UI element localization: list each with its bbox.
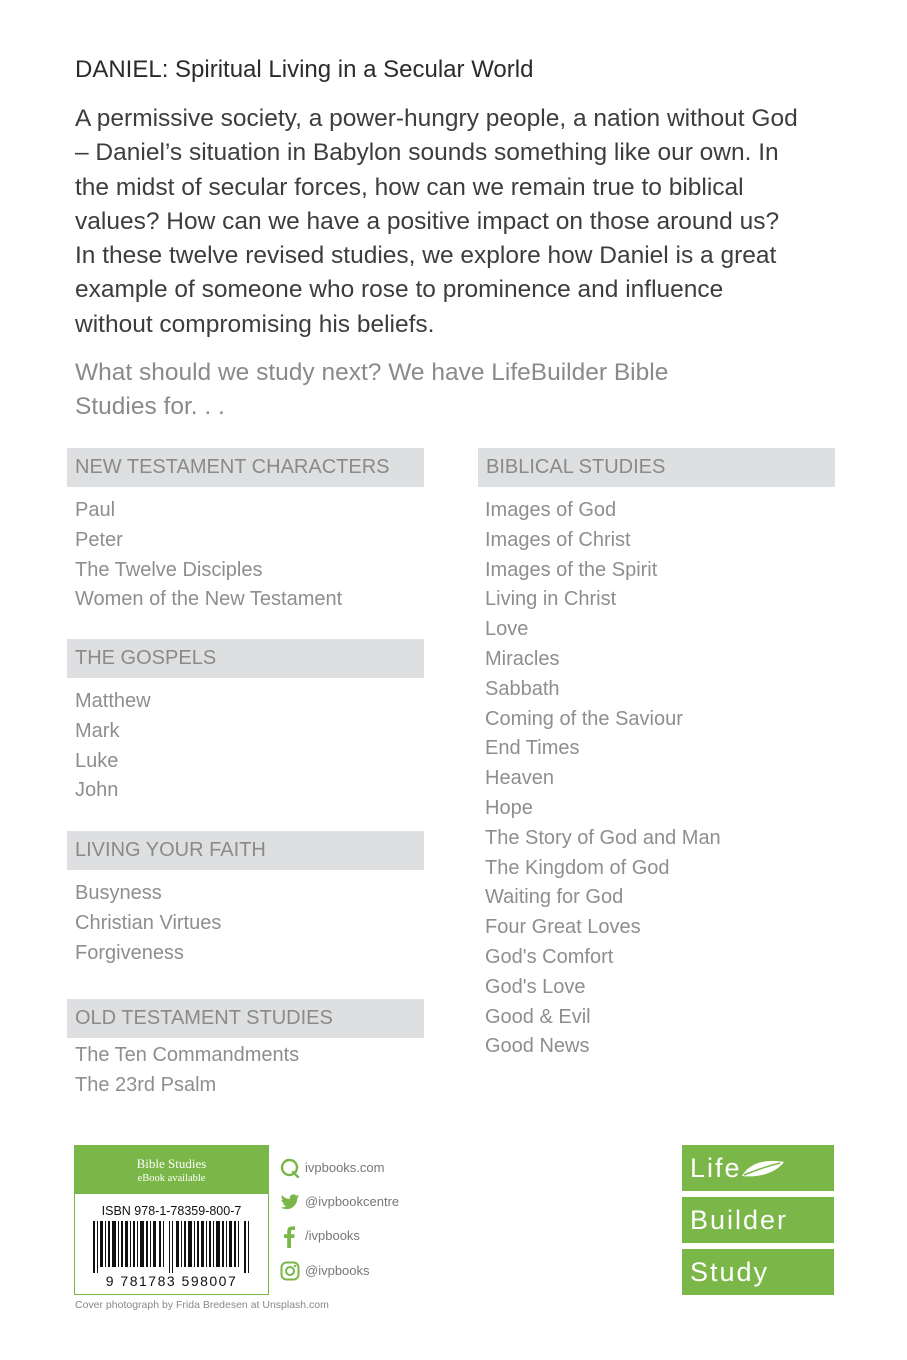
- series-intro: What should we study next? We have LifeBuilder Bible Studies for. . .: [75, 359, 669, 420]
- ivp-logo-icon: [280, 1158, 300, 1178]
- list-gospels: [75, 687, 151, 806]
- list-item: Women of the New Testament: [75, 588, 343, 611]
- list-item: Mark: [75, 719, 120, 742]
- list-item: Peter: [75, 528, 123, 551]
- list-old-testament: [75, 1041, 299, 1101]
- instagram-icon: [280, 1261, 300, 1281]
- photo-credit: Cover photograph by Frida Bredesen at Unsplash.com: [75, 1299, 329, 1311]
- list-item: The 23rd Psalm: [75, 1073, 217, 1096]
- list-item: God's Comfort: [485, 945, 614, 968]
- logo-life: [682, 1145, 834, 1191]
- logo-text-life: Life: [690, 1153, 742, 1183]
- facebook-text: /ivpbooks: [305, 1228, 360, 1243]
- section-header-gospels: THE GOSPELS: [67, 639, 424, 678]
- logo-text-builder: Builder: [690, 1205, 789, 1235]
- list-item: Love: [485, 618, 529, 641]
- list-item: Sabbath: [485, 677, 560, 700]
- logo-study: [682, 1249, 834, 1295]
- list-item: Hope: [485, 796, 533, 819]
- isbn-text: ISBN 978-1-78359-800-7: [101, 1204, 242, 1218]
- list-item: Heaven: [485, 767, 554, 790]
- facebook-icon: [280, 1226, 300, 1248]
- list-item: Paul: [75, 499, 116, 521]
- list-item: Images of God: [485, 499, 617, 521]
- leaf-icon: [740, 1159, 786, 1179]
- list-item: Living in Christ: [485, 588, 617, 611]
- twitter-icon: [280, 1192, 300, 1212]
- list-item: Matthew: [75, 690, 151, 712]
- list-item: Coming of the Saviour: [485, 707, 683, 730]
- section-header-old-testament: OLD TESTAMENT STUDIES: [67, 999, 424, 1038]
- list-item: John: [75, 779, 119, 802]
- list-item: Good News: [485, 1035, 590, 1058]
- page-title: DANIEL: Spiritual Living in a Secular World: [75, 56, 534, 83]
- logo-text-study: Study: [690, 1257, 770, 1287]
- list-living-faith: [75, 879, 221, 968]
- barcode-label-title: Bible Studies: [136, 1156, 207, 1171]
- list-item: Images of the Spirit: [485, 558, 658, 581]
- section-header-biblical-studies: BIBLICAL STUDIES: [478, 448, 835, 487]
- list-item: The Kingdom of God: [485, 856, 670, 879]
- logo-builder: [682, 1197, 834, 1243]
- list-item: The Story of God and Man: [485, 826, 721, 849]
- list-item: Four Great Loves: [485, 916, 641, 939]
- section-header-nt-characters: NEW TESTAMENT CHARACTERS: [67, 448, 424, 487]
- instagram-text: @ivpbooks: [305, 1263, 370, 1278]
- list-item: Christian Virtues: [75, 911, 222, 934]
- list-biblical-studies: [485, 496, 721, 1062]
- barcode-icon: [93, 1221, 251, 1273]
- website-text: ivpbooks.com: [305, 1160, 385, 1175]
- list-item: Busyness: [75, 882, 162, 904]
- list-item: Images of Christ: [485, 528, 631, 551]
- barcode-digits: 9 781783 598007: [105, 1273, 238, 1289]
- twitter-text: @ivpbookcentre: [305, 1194, 400, 1209]
- list-item: The Twelve Disciples: [75, 558, 263, 581]
- section-header-living-faith: LIVING YOUR FAITH: [67, 831, 424, 870]
- list-item: Waiting for God: [485, 886, 624, 909]
- list-item: The Ten Commandments: [75, 1044, 300, 1066]
- list-item: End Times: [485, 737, 580, 760]
- barcode-label-subtitle: eBook available: [137, 1173, 206, 1184]
- list-item: God's Love: [485, 975, 586, 998]
- list-item: Forgiveness: [75, 941, 184, 964]
- barcode-box: [74, 1145, 269, 1295]
- list-item: Miracles: [485, 647, 560, 670]
- barcode-label: [75, 1146, 268, 1194]
- list-item: Good & Evil: [485, 1005, 591, 1028]
- list-item: Luke: [75, 749, 119, 772]
- list-nt-characters: [75, 496, 342, 615]
- book-description: A permissive society, a power-hungry people, a nation without God – Daniel’s situation in Babylon sounds something like our own. In the midst of secular forces, how can we remain true to biblical values? How can we have a positive impact on those around us? In these twelve revised studies, we explore how Daniel is a great example of someone who rose to prominence and influence without compromising his beliefs.: [75, 105, 798, 338]
